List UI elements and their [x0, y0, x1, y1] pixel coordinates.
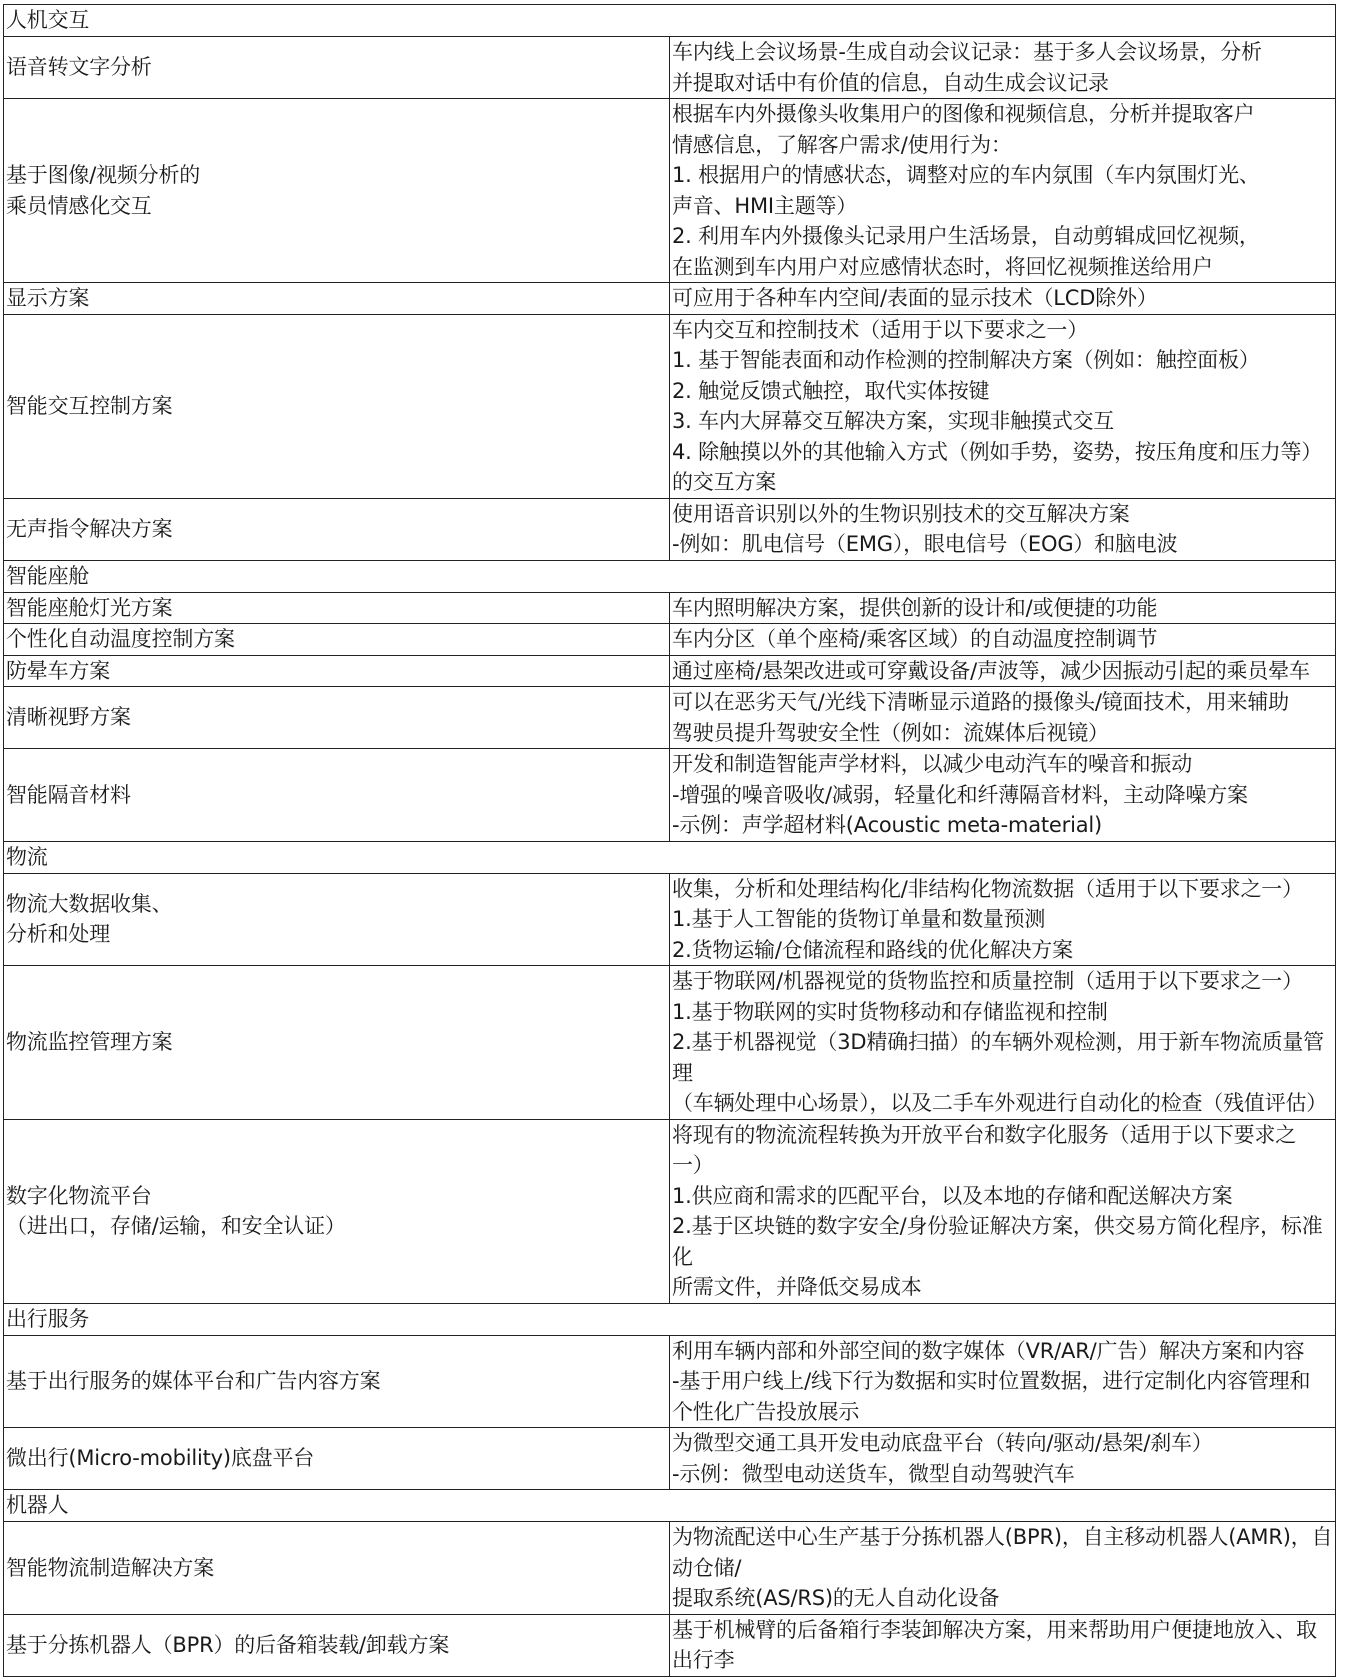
item-description: 开发和制造智能声学材料，以减少电动汽车的噪音和振动 -增强的噪音吸收/减弱，轻量化和纤薄隔音材料，主动降噪方案 -示例：声学超材料(Acoustic meta-material) — [670, 749, 1336, 842]
item-description: 利用车辆内部和外部空间的数字媒体（VR/AR/广告）解决方案和内容 -基于用户线上/线下行为数据和实时位置数据，进行定制化内容管理和 个性化广告投放展示 — [670, 1335, 1336, 1428]
item-label: 无声指令解决方案 — [4, 498, 670, 560]
table-row — [4, 873, 1336, 966]
item-description: 车内交互和控制技术（适用于以下要求之一） 1. 基于智能表面和动作检测的控制解决方案（例如：触控面板） 2. 触觉反馈式触控，取代实体按键 3. 车内大屏幕交互解决方案，实现非触摸式交互 4. 除触摸以外的其他输入方式（例如手势，姿势，按压角度和压力等） 的交互方案 — [670, 314, 1336, 498]
table-row — [4, 749, 1336, 842]
item-label: 智能物流制造解决方案 — [4, 1522, 670, 1615]
item-description: 车内照明解决方案，提供创新的设计和/或便捷的功能 — [670, 592, 1336, 624]
item-label: 智能隔音材料 — [4, 749, 670, 842]
table-row — [4, 687, 1336, 749]
section-header-row — [4, 5, 1336, 37]
table-row — [4, 283, 1336, 315]
item-label: 智能交互控制方案 — [4, 314, 670, 498]
requirements-table — [3, 4, 1336, 1677]
item-label: 基于图像/视频分析的 乘员情感化交互 — [4, 99, 670, 283]
table-row — [4, 37, 1336, 99]
item-description: 通过座椅/悬架改进或可穿戴设备/声波等，减少因振动引起的乘员晕车 — [670, 655, 1336, 687]
item-description: 可应用于各种车内空间/表面的显示技术（LCD除外） — [670, 283, 1336, 315]
table-row — [4, 1428, 1336, 1490]
item-description: 收集，分析和处理结构化/非结构化物流数据（适用于以下要求之一） 1.基于人工智能的货物订单量和数量预测 2.货物运输/仓储流程和路线的优化解决方案 — [670, 873, 1336, 966]
section-title: 人机交互 — [4, 5, 1336, 37]
section-header-row — [4, 1303, 1336, 1335]
item-description: 将现有的物流流程转换为开放平台和数字化服务（适用于以下要求之一） 1.供应商和需求的匹配平台，以及本地的存储和配送解决方案 2.基于区块链的数字安全/身份验证解决方案，供交易方简化程序，标准化 所需文件，并降低交易成本 — [670, 1119, 1336, 1303]
item-label: 物流监控管理方案 — [4, 966, 670, 1120]
item-label: 智能座舱灯光方案 — [4, 592, 670, 624]
item-label: 基于出行服务的媒体平台和广告内容方案 — [4, 1335, 670, 1428]
item-description: 车内线上会议场景-生成自动会议记录：基于多人会议场景，分析 并提取对话中有价值的信息，自动生成会议记录 — [670, 37, 1336, 99]
item-description: 使用语音识别以外的生物识别技术的交互解决方案 -例如：肌电信号（EMG），眼电信号（EOG）和脑电波 — [670, 498, 1336, 560]
section-header-row — [4, 1490, 1336, 1522]
table-row — [4, 1335, 1336, 1428]
item-label: 基于分拣机器人（BPR）的后备箱装载/卸载方案 — [4, 1614, 670, 1676]
table-row — [4, 498, 1336, 560]
item-label: 个性化自动温度控制方案 — [4, 624, 670, 656]
item-label: 微出行(Micro-mobility)底盘平台 — [4, 1428, 670, 1490]
table-row — [4, 966, 1336, 1120]
table-row — [4, 1614, 1336, 1676]
table-row — [4, 1119, 1336, 1303]
table-row — [4, 655, 1336, 687]
item-description: 为微型交通工具开发电动底盘平台（转向/驱动/悬架/刹车） -示例：微型电动送货车，微型自动驾驶汽车 — [670, 1428, 1336, 1490]
item-label: 清晰视野方案 — [4, 687, 670, 749]
item-label: 物流大数据收集、 分析和处理 — [4, 873, 670, 966]
section-title: 智能座舱 — [4, 560, 1336, 592]
item-description: 为物流配送中心生产基于分拣机器人(BPR)，自主移动机器人(AMR)，自动仓储/ 提取系统(AS/RS)的无人自动化设备 — [670, 1522, 1336, 1615]
section-title: 物流 — [4, 841, 1336, 873]
item-label: 语音转文字分析 — [4, 37, 670, 99]
section-title: 机器人 — [4, 1490, 1336, 1522]
section-header-row — [4, 841, 1336, 873]
table-row — [4, 314, 1336, 498]
table-row — [4, 1522, 1336, 1615]
section-header-row — [4, 560, 1336, 592]
table-row — [4, 624, 1336, 656]
item-description: 基于物联网/机器视觉的货物监控和质量控制（适用于以下要求之一） 1.基于物联网的实时货物移动和存储监视和控制 2.基于机器视觉（3D精确扫描）的车辆外观检测，用于新车物流质量管理 （车辆处理中心场景），以及二手车外观进行自动化的检查（残值评估） — [670, 966, 1336, 1120]
item-label: 显示方案 — [4, 283, 670, 315]
table-row — [4, 99, 1336, 283]
item-description: 根据车内外摄像头收集用户的图像和视频信息，分析并提取客户 情感信息，了解客户需求/使用行为： 1. 根据用户的情感状态，调整对应的车内氛围（车内氛围灯光、 声音、HMI主题等） 2. 利用车内外摄像头记录用户生活场景，自动剪辑成回忆视频， 在监测到车内用户对应感情状态时，将回忆视频推送给用户 — [670, 99, 1336, 283]
table-row — [4, 592, 1336, 624]
item-description: 基于机械臂的后备箱行李装卸解决方案，用来帮助用户便捷地放入、取出行李 — [670, 1614, 1336, 1676]
item-label: 数字化物流平台 （进出口，存储/运输，和安全认证） — [4, 1119, 670, 1303]
item-description: 可以在恶劣天气/光线下清晰显示道路的摄像头/镜面技术，用来辅助 驾驶员提升驾驶安全性（例如：流媒体后视镜） — [670, 687, 1336, 749]
table-body — [4, 5, 1336, 1677]
section-title: 出行服务 — [4, 1303, 1336, 1335]
item-description: 车内分区（单个座椅/乘客区域）的自动温度控制调节 — [670, 624, 1336, 656]
item-label: 防晕车方案 — [4, 655, 670, 687]
